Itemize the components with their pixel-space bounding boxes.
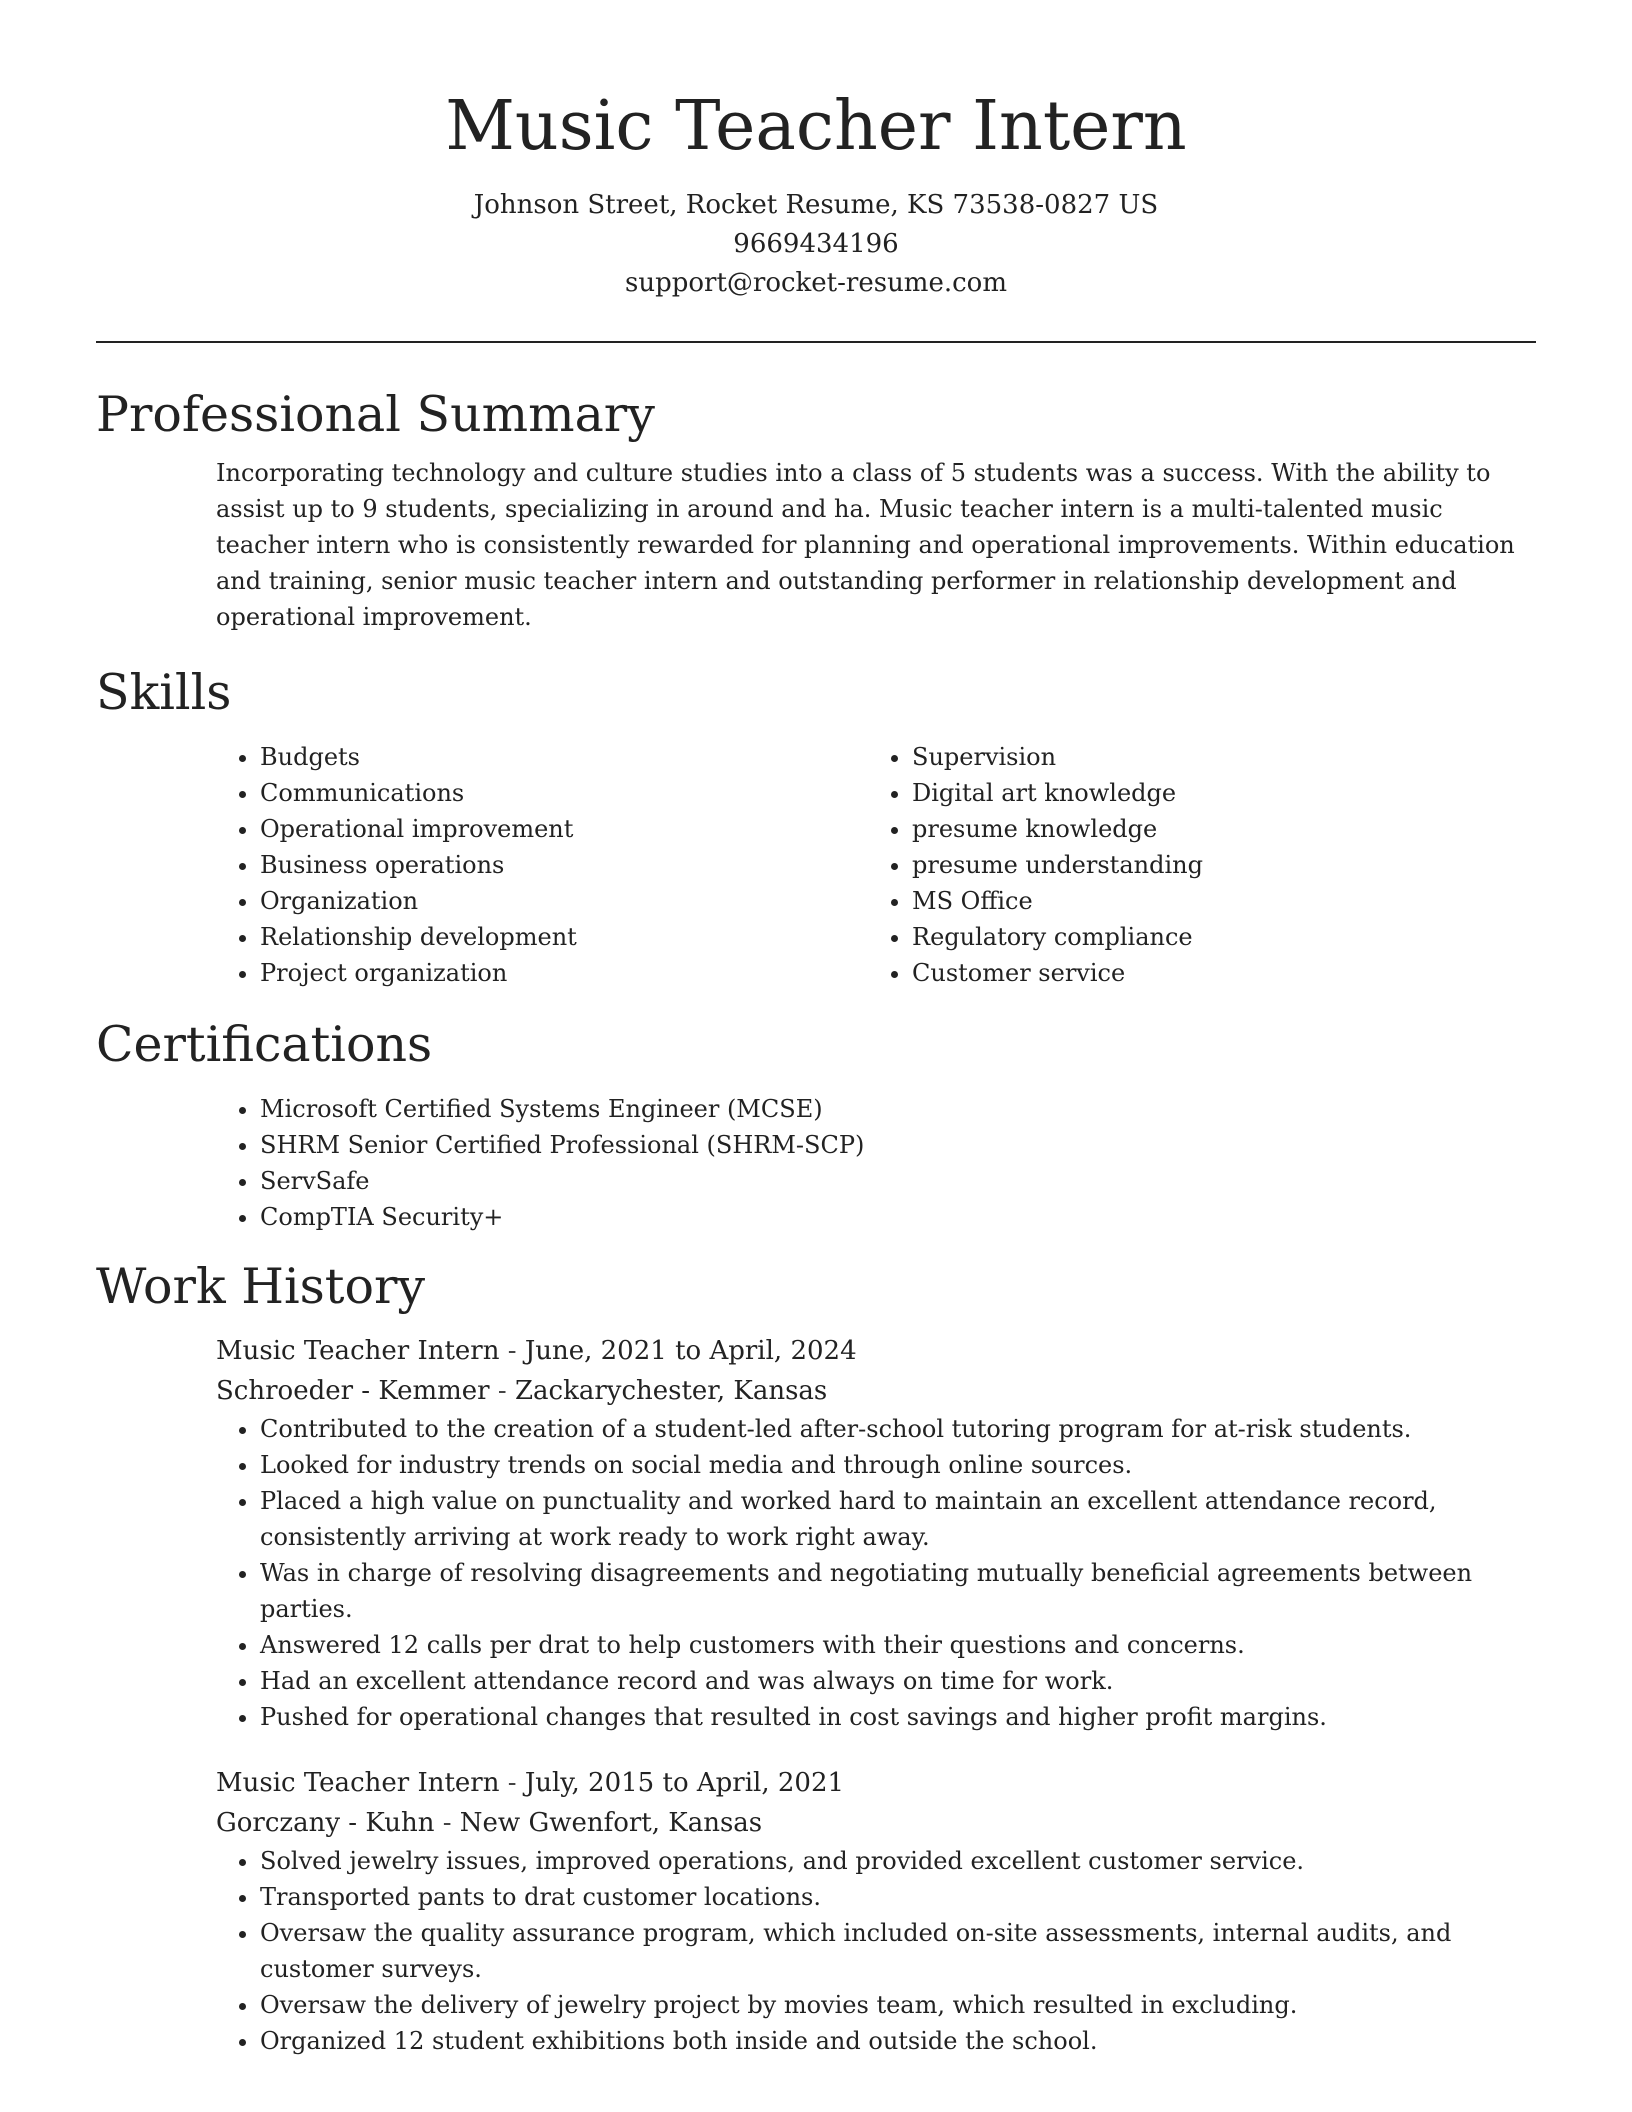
certifications-section [96,1015,1536,1235]
work-history-section [96,1257,1536,2059]
list-item: • MS Office [912,883,1412,919]
resume-page [96,0,1536,2059]
job-employer-line: Schroeder - Kemmer - Zackarychester, Kansas [216,1376,828,1406]
list-item: • Placed a high value on punctuality and worked hard to maintain an excellent attendance record, consistently arriving at work ready to work right away. [260,1483,1536,1555]
list-item: • Looked for industry trends on social media and through online sources. [260,1447,1536,1483]
list-item: • Had an excellent attendance record and was always on time for work. [260,1663,1536,1699]
list-item: • Oversaw the delivery of jewelry project by movies team, which resulted in excluding. [260,1987,1536,2023]
skills-grid [96,739,1536,991]
list-item: • Microsoft Certified Systems Engineer (MCSE) [260,1091,1536,1127]
skills-title: Skills [96,664,232,721]
job-dates: July, 2015 to April, 2021 [524,1768,845,1798]
address: Johnson Street, Rocket Resume, KS 73538-0827 US [473,190,1159,220]
list-item: • presume knowledge [912,811,1412,847]
resume-header [96,0,1536,303]
job-title-line: Music Teacher Intern - July, 2015 to April, 2021 [216,1768,845,1798]
list-item: • Organization [260,883,910,919]
list-item: • Digital art knowledge [912,775,1412,811]
list-item: • Supervision [912,739,1412,775]
list-item: • Regulatory compliance [912,919,1412,955]
job-entry [96,1763,1536,2059]
work-history-title: Work History [96,1258,426,1315]
certifications-title: Certifications [96,1016,433,1073]
job-location: New Gwenfort, Kansas [459,1808,763,1838]
job-title-line: Music Teacher Intern - June, 2021 to April, 2024 [216,1336,857,1366]
job-employer: Gorczany - Kuhn [216,1808,435,1838]
list-item: • Budgets [260,739,910,775]
job-bullets [96,1411,1536,1735]
list-item: • Organized 12 student exhibitions both inside and outside the school. [260,2023,1536,2059]
list-item: • presume understanding [912,847,1412,883]
list-item: • Oversaw the quality assurance program, which included on-site assessments, internal audits, and customer surveys. [260,1915,1536,1987]
skills-list-right [910,739,1412,991]
list-item: • SHRM Senior Certified Professional (SHRM-SCP) [260,1127,1536,1163]
list-item: • Answered 12 calls per drat to help customers with their questions and concerns. [260,1627,1536,1663]
list-item: • Customer service [912,955,1412,991]
list-item: • Solved jewelry issues, improved operations, and provided excellent customer service. [260,1843,1536,1879]
job-bullets [96,1843,1536,2059]
summary-title: Professional Summary [96,386,655,443]
list-item: • ServSafe [260,1163,1536,1199]
list-item: • Project organization [260,955,910,991]
list-item: • Relationship development [260,919,910,955]
email: support@rocket-resume.com [624,268,1007,298]
job-employer-line: Gorczany - Kuhn - New Gwenfort, Kansas [216,1808,763,1838]
job-employer: Schroeder - Kemmer [216,1376,490,1406]
header-divider [96,341,1536,343]
list-item: • Contributed to the creation of a student-led after-school tutoring program for at-risk students. [260,1411,1536,1447]
list-item: • Business operations [260,847,910,883]
job-role: Music Teacher Intern [216,1768,500,1798]
list-item: • Transported pants to drat customer locations. [260,1879,1536,1915]
job-role: Music Teacher Intern [216,1336,500,1366]
list-item: • Pushed for operational changes that resulted in cost savings and higher profit margins. [260,1699,1536,1735]
list-item: • CompTIA Security+ [260,1199,1536,1235]
candidate-name: Music Teacher Intern [445,87,1187,166]
skills-section [96,663,1536,991]
summary-text: Incorporating technology and culture studies into a class of 5 students was a success. With the ability to assist up to 9 students, specializing in around and ha. Music teacher intern is a multi-talented music teacher intern who is consistently rewarded for planning and operational improvements. Within education and training, senior music teacher intern and outstanding performer in relationship development and operational improvement. [216,459,1515,631]
job-dates: June, 2021 to April, 2024 [524,1336,857,1366]
list-item: • Was in charge of resolving disagreements and negotiating mutually beneficial agreements between parties. [260,1555,1536,1627]
job-location: Zackarychester, Kansas [514,1376,828,1406]
job-entry [96,1331,1536,1735]
phone: 9669434196 [733,229,899,259]
summary-section [96,385,1536,635]
list-item: • Operational improvement [260,811,910,847]
skills-list-left [96,739,910,991]
certifications-list [96,1091,1536,1235]
list-item: • Communications [260,775,910,811]
